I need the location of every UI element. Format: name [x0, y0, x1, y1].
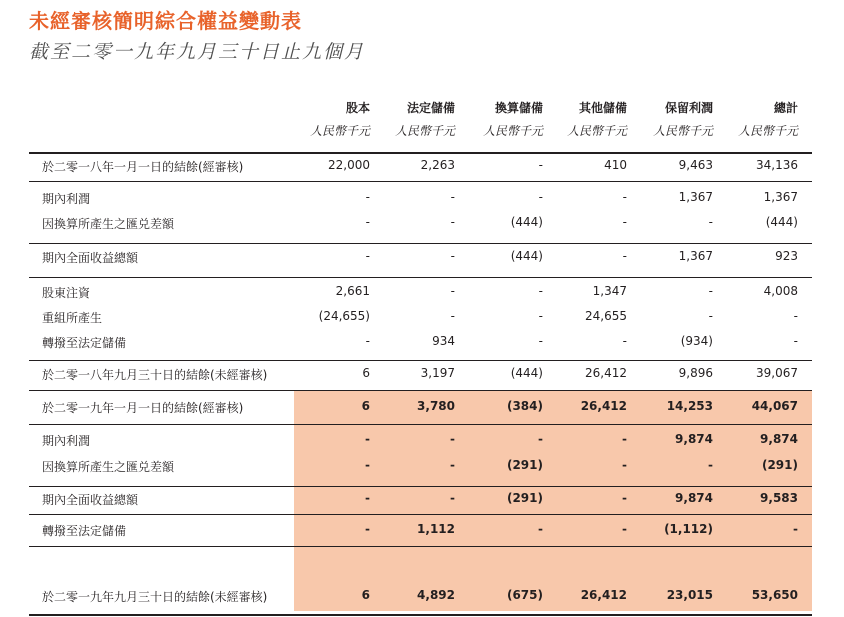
- cell-value: (444): [510, 366, 543, 380]
- column-header-name: 換算儲備: [494, 101, 543, 115]
- cell-value: -: [365, 432, 370, 446]
- cell-value: -: [708, 215, 713, 229]
- cell-value: -: [622, 334, 627, 348]
- cell-value: 53,650: [751, 588, 798, 602]
- cell-value: -: [450, 491, 455, 505]
- column-header-name: 其他儲備: [578, 101, 627, 115]
- table-row: [29, 584, 812, 606]
- cell-value: 14,253: [666, 399, 713, 413]
- column-header-name: 總計: [773, 101, 798, 115]
- row-label: 因換算所產生之匯兑差額: [42, 460, 175, 474]
- cell-value: 923: [775, 249, 798, 263]
- cell-value: 6: [361, 399, 370, 413]
- cell-value: 2,263: [420, 158, 455, 172]
- table-rule: [29, 546, 812, 547]
- column-header-name: 法定儲備: [406, 101, 455, 115]
- cell-value: 9,896: [678, 366, 713, 380]
- cell-value: 6: [362, 366, 370, 380]
- cell-value: -: [450, 215, 455, 229]
- cell-value: 1,347: [592, 284, 627, 298]
- cell-value: (444): [765, 215, 798, 229]
- cell-value: 4,892: [417, 588, 455, 602]
- cell-value: 26,412: [585, 366, 627, 380]
- column-header-unit: 人民幣千元: [309, 124, 370, 138]
- column-header: [698, 99, 798, 139]
- cell-value: (1,112): [664, 522, 713, 536]
- row-label: 重組所產生: [42, 311, 103, 325]
- cell-value: -: [450, 249, 455, 263]
- cell-value: 23,015: [666, 588, 713, 602]
- cell-value: -: [365, 491, 370, 505]
- cell-value: -: [793, 522, 798, 536]
- cell-value: 26,412: [580, 588, 627, 602]
- cell-value: -: [450, 309, 455, 323]
- cell-value: -: [708, 309, 713, 323]
- cell-value: -: [708, 284, 713, 298]
- table-row: [29, 154, 812, 176]
- table-rule: [29, 390, 812, 391]
- cell-value: -: [450, 284, 455, 298]
- cell-value: -: [450, 190, 455, 204]
- row-label: 轉撥至法定儲備: [42, 524, 127, 538]
- cell-value: (291): [506, 458, 543, 472]
- table-row: [29, 428, 812, 450]
- cell-value: -: [622, 458, 627, 472]
- cell-value: -: [793, 334, 798, 348]
- row-label: 期內全面收益總額: [42, 251, 139, 265]
- cell-value: 1,367: [763, 190, 798, 204]
- cell-value: -: [365, 249, 370, 263]
- table-rule: [29, 360, 812, 361]
- cell-value: 1,112: [417, 522, 455, 536]
- column-header-unit: 人民幣千元: [566, 124, 627, 138]
- cell-value: 1,367: [678, 249, 713, 263]
- cell-value: 39,067: [756, 366, 798, 380]
- cell-value: -: [793, 309, 798, 323]
- cell-value: 6: [361, 588, 370, 602]
- cell-value: 3,197: [420, 366, 455, 380]
- table-rule: [29, 181, 812, 182]
- row-label: 期內利潤: [42, 192, 91, 206]
- cell-value: -: [622, 249, 627, 263]
- cell-value: 9,874: [760, 432, 798, 446]
- cell-value: (444): [510, 215, 543, 229]
- cell-value: (444): [510, 249, 543, 263]
- table-row: [29, 330, 812, 352]
- cell-value: -: [365, 458, 370, 472]
- table-row: [29, 487, 812, 509]
- cell-value: -: [365, 190, 370, 204]
- cell-value: 24,655: [585, 309, 627, 323]
- cell-value: (291): [761, 458, 798, 472]
- cell-value: 9,583: [760, 491, 798, 505]
- cell-value: 934: [432, 334, 455, 348]
- cell-value: -: [538, 309, 543, 323]
- column-header: [355, 99, 455, 139]
- cell-value: -: [450, 432, 455, 446]
- table-row: [29, 245, 812, 267]
- table-row: [29, 280, 812, 302]
- cell-value: (934): [680, 334, 713, 348]
- cell-value: -: [538, 190, 543, 204]
- cell-value: 9,874: [675, 432, 713, 446]
- table-row: [29, 211, 812, 233]
- cell-value: -: [538, 522, 543, 536]
- row-label: 於二零一八年一月一日的結餘(經審核): [42, 160, 244, 174]
- cell-value: -: [622, 522, 627, 536]
- cell-value: (291): [506, 491, 543, 505]
- column-header-unit: 人民幣千元: [652, 124, 713, 138]
- table-rule: [29, 277, 812, 278]
- table-rule: [29, 514, 812, 515]
- cell-value: 26,412: [580, 399, 627, 413]
- cell-value: -: [450, 458, 455, 472]
- page-subtitle: 截至二零一九年九月三十日止九個月: [29, 41, 366, 63]
- cell-value: 410: [604, 158, 627, 172]
- table-row: [29, 305, 812, 327]
- cell-value: 4,008: [763, 284, 798, 298]
- cell-value: (24,655): [318, 309, 370, 323]
- column-header-unit: 人民幣千元: [737, 124, 798, 138]
- cell-value: -: [622, 432, 627, 446]
- cell-value: (384): [506, 399, 543, 413]
- cell-value: 22,000: [328, 158, 370, 172]
- cell-value: -: [365, 334, 370, 348]
- row-label: 因換算所產生之匯兑差額: [42, 217, 175, 231]
- row-label: 期內利潤: [42, 434, 91, 448]
- row-label: 期內全面收益總額: [42, 493, 139, 507]
- cell-value: 34,136: [756, 158, 798, 172]
- cell-value: 9,874: [675, 491, 713, 505]
- cell-value: -: [538, 432, 543, 446]
- table-rule: [29, 614, 812, 616]
- cell-value: -: [622, 491, 627, 505]
- cell-value: 44,067: [751, 399, 798, 413]
- row-label: 於二零一九年一月一日的結餘(經審核): [42, 401, 244, 415]
- table-row: [29, 362, 812, 384]
- row-label: 於二零一九年九月三十日的結餘(未經審核): [42, 590, 268, 604]
- cell-value: -: [622, 190, 627, 204]
- cell-value: -: [622, 215, 627, 229]
- cell-value: -: [365, 522, 370, 536]
- row-label: 股東注資: [42, 286, 91, 300]
- cell-value: 3,780: [417, 399, 455, 413]
- cell-value: 1,367: [678, 190, 713, 204]
- column-header-name: 保留利潤: [664, 101, 713, 115]
- cell-value: -: [538, 334, 543, 348]
- table-row: [29, 186, 812, 208]
- cell-value: -: [538, 158, 543, 172]
- cell-value: (675): [506, 588, 543, 602]
- cell-value: -: [708, 458, 713, 472]
- column-header-unit: 人民幣千元: [394, 124, 455, 138]
- cell-value: -: [538, 284, 543, 298]
- cell-value: 9,463: [678, 158, 713, 172]
- table-rule: [29, 424, 812, 425]
- column-header-name: 股本: [345, 101, 370, 115]
- row-label: 於二零一八年九月三十日的結餘(未經審核): [42, 368, 268, 382]
- page-title: 未經審核簡明綜合權益變動表: [29, 9, 302, 33]
- cell-value: 2,661: [335, 284, 370, 298]
- column-header: [527, 99, 627, 139]
- table-rule: [29, 243, 812, 244]
- table-row: [29, 395, 812, 417]
- table-row: [29, 454, 812, 476]
- table-row: [29, 518, 812, 540]
- cell-value: -: [365, 215, 370, 229]
- row-label: 轉撥至法定儲備: [42, 336, 127, 350]
- column-header-unit: 人民幣千元: [482, 124, 543, 138]
